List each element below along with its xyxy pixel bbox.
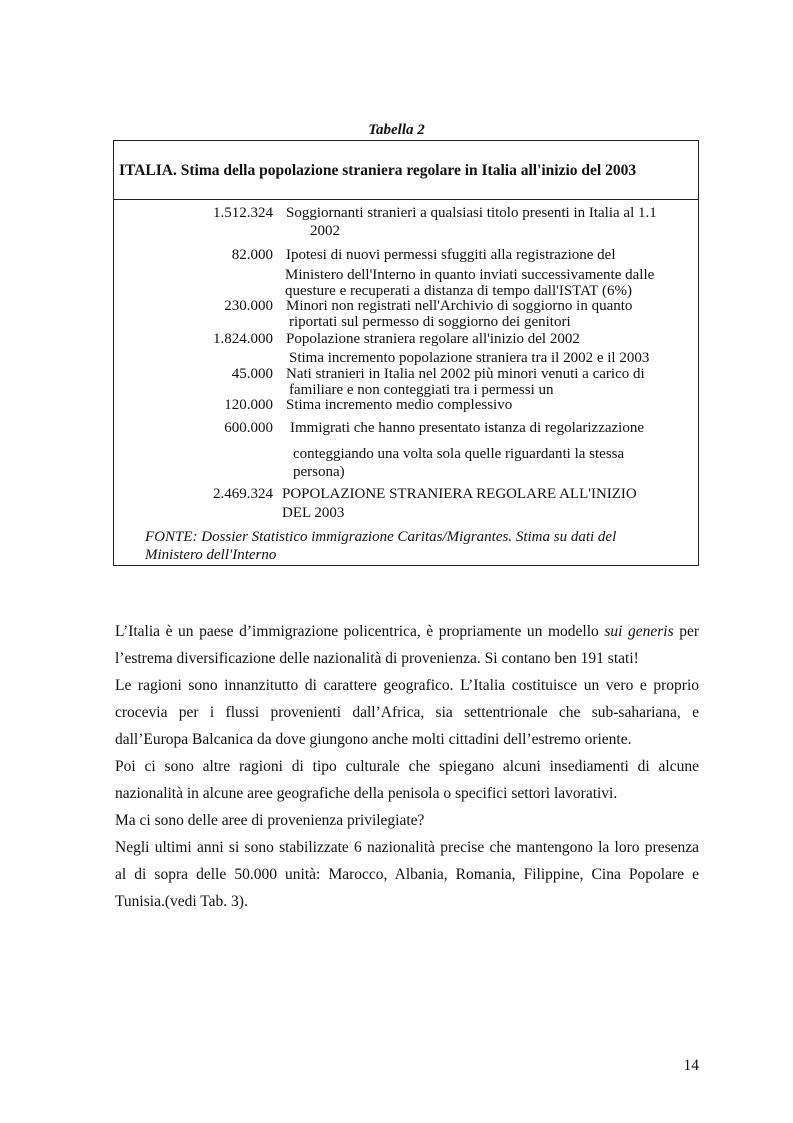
row-text: conteggiando una volta sola quelle riguardanti la stessa bbox=[293, 446, 625, 462]
row-value: 230.000 bbox=[224, 298, 273, 314]
row-value: 120.000 bbox=[224, 397, 273, 413]
table-source: Ministero dell'Interno bbox=[145, 547, 277, 563]
paragraph-line: l’estrema diversificazione delle nazionalità di provenienza. Si contano ben 191 stati! bbox=[115, 650, 639, 667]
table-divider bbox=[114, 199, 698, 200]
row-text: 2002 bbox=[310, 223, 340, 239]
body-text bbox=[115, 618, 699, 915]
row-text: Stima incremento popolazione straniera tra il 2002 e il 2003 bbox=[289, 350, 650, 366]
paragraph-line: crocevia per i flussi provenienti dall’Africa, sia settentrionale che sub-sahariana, e bbox=[115, 704, 699, 721]
row-text: Stima incremento medio complessivo bbox=[286, 397, 513, 413]
paragraph-line: dall’Europa Balcanica da dove giungono anche molti cittadini dell’estremo oriente. bbox=[115, 731, 632, 748]
row-value: 600.000 bbox=[224, 420, 273, 436]
paragraph-line: Ma ci sono delle aree di provenienza privilegiate? bbox=[115, 812, 425, 829]
paragraph-line: Poi ci sono altre ragioni di tipo culturale che spiegano alcuni insediamenti di alcune bbox=[115, 758, 699, 775]
data-table bbox=[113, 140, 699, 566]
row-value: 1.824.000 bbox=[213, 331, 273, 347]
paragraph-line: Tunisia.(vedi Tab. 3). bbox=[115, 893, 248, 910]
paragraph-line: L’Italia è un paese d’immigrazione policentrica, è propriamente un modello sui generis per bbox=[115, 623, 700, 640]
row-text: DEL 2003 bbox=[282, 505, 345, 521]
row-text: Minori non registrati nell'Archivio di soggiorno in quanto bbox=[286, 298, 633, 314]
row-text: POPOLAZIONE STRANIERA REGOLARE ALL'INIZIO bbox=[282, 486, 637, 502]
paragraph-line: nazionalità in alcune aree geografiche della penisola o specifici settori lavorativi. bbox=[115, 785, 618, 802]
row-value: 82.000 bbox=[231, 247, 273, 263]
row-text: Nati stranieri in Italia nel 2002 più minori venuti a carico di bbox=[286, 366, 645, 382]
row-text: familiare e non conteggiati tra i permessi un bbox=[289, 382, 554, 398]
row-value: 1.512.324 bbox=[213, 205, 273, 221]
row-text: Ministero dell'Interno in quanto inviati successivamente dalle bbox=[285, 267, 655, 283]
page-number: 14 bbox=[683, 1057, 699, 1074]
row-text: Immigrati che hanno presentato istanza di regolarizzazione bbox=[290, 420, 645, 436]
row-text: questure e recuperati a distanza di tempo dall'ISTAT (6%) bbox=[285, 283, 632, 299]
row-text: riportati sul permesso di soggiorno dei genitori bbox=[289, 314, 571, 330]
table-source: FONTE: Dossier Statistico immigrazione Caritas/Migrantes. Stima su dati del bbox=[145, 529, 617, 545]
table-caption: Tabella 2 bbox=[368, 122, 425, 138]
paragraph-line: Le ragioni sono innanzitutto di carattere geografico. L’Italia costituisce un vero e proprio bbox=[115, 677, 699, 694]
paragraph-line: al di sopra delle 50.000 unità: Marocco, Albania, Romania, Filippine, Cina Popolare e bbox=[115, 866, 699, 883]
table-title: ITALIA. Stima della popolazione straniera regolare in Italia all'inizio del 2003 bbox=[119, 162, 637, 179]
row-text: Soggiornanti stranieri a qualsiasi titolo presenti in Italia al 1.1 bbox=[286, 205, 657, 221]
paragraph-line: Negli ultimi anni si sono stabilizzate 6 nazionalità precise che mantengono la loro presenza bbox=[115, 839, 699, 856]
row-text: Popolazione straniera regolare all'inizio del 2002 bbox=[286, 331, 580, 347]
row-text: Ipotesi di nuovi permessi sfuggiti alla registrazione del bbox=[286, 247, 616, 263]
row-text: persona) bbox=[293, 464, 345, 480]
row-value: 2.469.324 bbox=[213, 486, 273, 502]
row-value: 45.000 bbox=[231, 366, 273, 382]
